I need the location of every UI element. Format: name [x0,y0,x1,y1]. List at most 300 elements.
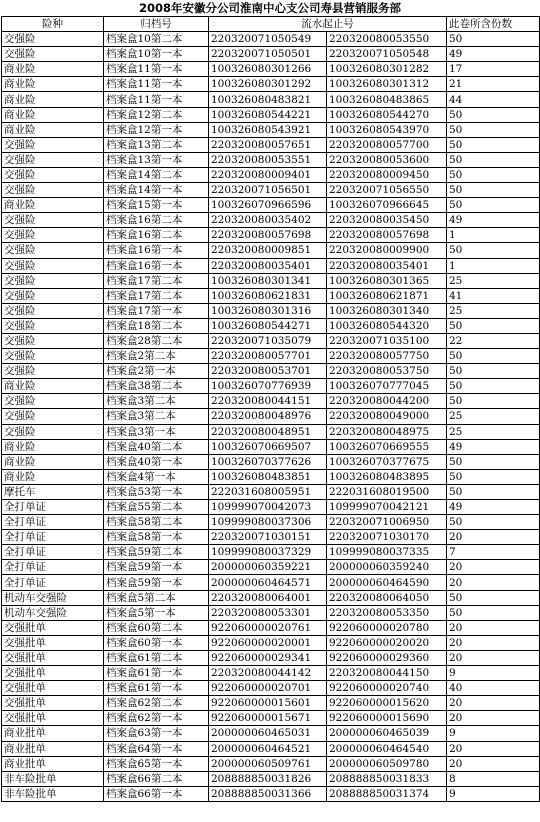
insurance-type-cell: 交强批单 [2,635,104,650]
copy-count-cell: 25 [447,273,540,288]
serial-end-cell: 100326080483895 [327,469,447,484]
serial-start-cell: 220320071030151 [209,530,327,545]
insurance-type-cell: 交强险 [2,32,104,47]
insurance-type-cell: 交强险 [2,213,104,228]
table-row [2,560,540,575]
copy-count-cell: 50 [447,454,540,469]
archive-number-cell: 档案盒3第二本 [104,409,209,424]
serial-end-cell: 922060000015620 [327,696,447,711]
archive-number-cell: 档案盒18第二本 [104,318,209,333]
serial-start-cell: 208888850031826 [209,771,327,786]
archive-number-cell: 档案盒14第二本 [104,167,209,182]
serial-end-cell: 100326080301340 [327,303,447,318]
header-archive-number: 归档号 [104,17,209,32]
serial-start-cell: 220320071050549 [209,32,327,47]
copy-count-cell: 21 [447,77,540,92]
serial-end-cell: 222031608019500 [327,484,447,499]
serial-end-cell: 922060000015690 [327,711,447,726]
insurance-type-cell: 交强批单 [2,650,104,665]
archive-number-cell: 档案盒10第一本 [104,47,209,62]
copy-count-cell: 50 [447,107,540,122]
serial-start-cell: 922060000015601 [209,696,327,711]
serial-end-cell: 220320071050548 [327,47,447,62]
serial-start-cell: 220320080057701 [209,349,327,364]
table-row [2,303,540,318]
table-row [2,545,540,560]
insurance-type-cell: 商业险 [2,107,104,122]
table-row [2,605,540,620]
copy-count-cell: 20 [447,756,540,771]
copy-count-cell: 20 [447,530,540,545]
insurance-type-cell: 非车险批单 [2,786,104,801]
copy-count-cell: 9 [447,666,540,681]
copy-count-cell: 49 [447,439,540,454]
serial-end-cell: 220320080049000 [327,409,447,424]
archive-number-cell: 档案盒61第一本 [104,666,209,681]
archive-number-cell: 档案盒63第一本 [104,726,209,741]
insurance-type-cell: 商业险 [2,198,104,213]
archive-number-cell: 档案盒62第一本 [104,711,209,726]
insurance-type-cell: 商业批单 [2,756,104,771]
serial-end-cell: 220320080048975 [327,424,447,439]
insurance-type-cell: 商业险 [2,439,104,454]
copy-count-cell: 50 [447,484,540,499]
copy-count-cell: 50 [447,137,540,152]
serial-end-cell: 922060000029360 [327,650,447,665]
copy-count-cell: 50 [447,469,540,484]
table-row [2,47,540,62]
serial-end-cell: 220320080053350 [327,605,447,620]
serial-end-cell: 220320080057700 [327,137,447,152]
serial-end-cell: 220320080057698 [327,228,447,243]
archive-number-cell: 档案盒62第二本 [104,696,209,711]
insurance-type-cell: 非车险批单 [2,771,104,786]
copy-count-cell: 44 [447,92,540,107]
archive-number-cell: 档案盒38第二本 [104,379,209,394]
serial-end-cell: 208888850031374 [327,786,447,801]
archive-number-cell: 档案盒14第一本 [104,183,209,198]
insurance-type-cell: 商业批单 [2,741,104,756]
table-row [2,786,540,801]
insurance-type-cell: 交强险 [2,167,104,182]
serial-start-cell: 220320080048951 [209,424,327,439]
insurance-type-cell: 交强险 [2,364,104,379]
insurance-type-cell: 交强险 [2,183,104,198]
insurance-type-cell: 全打单证 [2,500,104,515]
table-row [2,650,540,665]
archive-number-cell: 档案盒55第二本 [104,500,209,515]
archive-number-cell: 档案盒3第二本 [104,394,209,409]
archive-number-cell: 档案盒58第一本 [104,530,209,545]
serial-end-cell: 922060000020020 [327,635,447,650]
serial-end-cell: 220320071006950 [327,515,447,530]
serial-end-cell: 200000060359240 [327,560,447,575]
insurance-type-cell: 交强险 [2,333,104,348]
serial-end-cell: 100326080544320 [327,318,447,333]
serial-start-cell: 100326080483821 [209,92,327,107]
serial-start-cell: 922060000020001 [209,635,327,650]
insurance-type-cell: 商业险 [2,122,104,137]
serial-start-cell: 220320080057651 [209,137,327,152]
copy-count-cell: 22 [447,333,540,348]
insurance-type-cell: 交强险 [2,258,104,273]
insurance-type-cell: 商业险 [2,92,104,107]
archive-number-cell: 档案盒2第一本 [104,364,209,379]
serial-start-cell: 922060000015671 [209,711,327,726]
insurance-type-cell: 交强批单 [2,711,104,726]
archive-number-cell: 档案盒12第一本 [104,122,209,137]
serial-end-cell: 100326080483865 [327,92,447,107]
table-row [2,122,540,137]
insurance-type-cell: 全打单证 [2,560,104,575]
insurance-type-cell: 交强险 [2,228,104,243]
insurance-type-cell: 商业险 [2,454,104,469]
copy-count-cell: 20 [447,620,540,635]
serial-end-cell: 220320080035450 [327,213,447,228]
table-row [2,409,540,424]
table-row [2,183,540,198]
copy-count-cell: 25 [447,424,540,439]
archive-number-cell: 档案盒40第二本 [104,439,209,454]
serial-start-cell: 220320080053551 [209,152,327,167]
archive-number-cell: 档案盒15第一本 [104,198,209,213]
serial-end-cell: 220320080053550 [327,32,447,47]
serial-end-cell: 220320071035100 [327,333,447,348]
serial-start-cell: 220320080009851 [209,243,327,258]
serial-start-cell: 220320080048976 [209,409,327,424]
archive-number-cell: 档案盒4第一本 [104,469,209,484]
archive-number-cell: 档案盒16第一本 [104,258,209,273]
serial-start-cell: 220320080009401 [209,167,327,182]
serial-start-cell: 220320080044142 [209,666,327,681]
serial-start-cell: 100326080544221 [209,107,327,122]
table-row [2,575,540,590]
copy-count-cell: 20 [447,635,540,650]
archive-number-cell: 档案盒11第一本 [104,92,209,107]
serial-start-cell: 200000060509761 [209,756,327,771]
serial-start-cell: 100326080483851 [209,469,327,484]
archive-number-cell: 档案盒12第二本 [104,107,209,122]
insurance-type-cell: 商业险 [2,379,104,394]
archive-number-cell: 档案盒59第一本 [104,560,209,575]
table-row [2,439,540,454]
copy-count-cell: 20 [447,741,540,756]
table-row [2,62,540,77]
serial-start-cell: 220320080053301 [209,605,327,620]
archive-number-cell: 档案盒40第一本 [104,454,209,469]
table-row [2,635,540,650]
insurance-type-cell: 交强险 [2,349,104,364]
table-row [2,500,540,515]
copy-count-cell: 50 [447,379,540,394]
insurance-type-cell: 摩托车 [2,484,104,499]
archive-number-cell: 档案盒59第一本 [104,575,209,590]
table-row [2,273,540,288]
serial-start-cell: 220320080035402 [209,213,327,228]
copy-count-cell: 50 [447,122,540,137]
archive-number-cell: 档案盒61第二本 [104,650,209,665]
table-row [2,333,540,348]
archive-number-cell: 档案盒17第二本 [104,288,209,303]
serial-start-cell: 100326080543921 [209,122,327,137]
insurance-type-cell: 交强险 [2,394,104,409]
serial-start-cell: 220320071050501 [209,47,327,62]
insurance-type-cell: 商业险 [2,62,104,77]
serial-start-cell: 100326080621831 [209,288,327,303]
serial-start-cell: 220320080057698 [209,228,327,243]
table-row [2,137,540,152]
archive-number-cell: 档案盒65第一本 [104,756,209,771]
table-row [2,484,540,499]
serial-start-cell: 200000060359221 [209,560,327,575]
copy-count-cell: 50 [447,198,540,213]
serial-end-cell: 100326070777045 [327,379,447,394]
header-copy-count: 此卷所含份数 [447,17,540,32]
table-row [2,681,540,696]
copy-count-cell: 50 [447,364,540,379]
table-row [2,228,540,243]
archive-number-cell: 档案盒16第二本 [104,213,209,228]
serial-start-cell: 922060000029341 [209,650,327,665]
insurance-type-cell: 全打单证 [2,575,104,590]
serial-end-cell: 220320080053750 [327,364,447,379]
serial-start-cell: 222031608005951 [209,484,327,499]
copy-count-cell: 20 [447,575,540,590]
serial-end-cell: 200000060509780 [327,756,447,771]
table-row [2,77,540,92]
insurance-type-cell: 交强险 [2,243,104,258]
sheet-title: 2008年安徽分公司淮南中心支公司寿县营销服务部 [138,1,401,15]
insurance-type-cell: 交强批单 [2,620,104,635]
serial-end-cell: 220320080044200 [327,394,447,409]
table-row [2,152,540,167]
serial-end-cell: 100326070966645 [327,198,447,213]
serial-end-cell: 220320080009900 [327,243,447,258]
copy-count-cell: 50 [447,152,540,167]
serial-start-cell: 200000060465031 [209,726,327,741]
serial-end-cell: 220320071030170 [327,530,447,545]
serial-start-cell: 100326080301341 [209,273,327,288]
archive-number-cell: 档案盒17第一本 [104,303,209,318]
table-row [2,711,540,726]
serial-end-cell: 220320080064050 [327,590,447,605]
archive-number-cell: 档案盒53第一本 [104,484,209,499]
archive-number-cell: 档案盒13第二本 [104,137,209,152]
table-row [2,741,540,756]
table-row [2,92,540,107]
archive-number-cell: 档案盒58第二本 [104,515,209,530]
table-row [2,243,540,258]
serial-start-cell: 100326080301266 [209,62,327,77]
serial-start-cell: 220320071056501 [209,183,327,198]
copy-count-cell: 50 [447,183,540,198]
insurance-type-cell: 交强险 [2,273,104,288]
serial-start-cell: 100326080301316 [209,303,327,318]
archive-number-cell: 档案盒59第二本 [104,545,209,560]
copy-count-cell: 25 [447,303,540,318]
serial-end-cell: 200000060465039 [327,726,447,741]
insurance-type-cell: 机动车交强险 [2,590,104,605]
serial-end-cell: 100326080621871 [327,288,447,303]
copy-count-cell: 49 [447,500,540,515]
insurance-type-cell: 交强险 [2,303,104,318]
insurance-type-cell: 商业险 [2,77,104,92]
insurance-type-cell: 交强险 [2,288,104,303]
copy-count-cell: 49 [447,213,540,228]
table-row [2,469,540,484]
insurance-type-cell: 交强险 [2,318,104,333]
serial-start-cell: 208888850031366 [209,786,327,801]
archive-number-cell: 档案盒66第一本 [104,786,209,801]
archive-number-cell: 档案盒61第一本 [104,681,209,696]
serial-end-cell: 109999080037335 [327,545,447,560]
copy-count-cell: 20 [447,650,540,665]
serial-end-cell: 200000060464540 [327,741,447,756]
table-row [2,107,540,122]
serial-start-cell: 220320080035401 [209,258,327,273]
table-row [2,198,540,213]
table-row [2,213,540,228]
archive-number-cell: 档案盒11第一本 [104,77,209,92]
copy-count-cell: 50 [447,32,540,47]
table-row [2,288,540,303]
table-row [2,379,540,394]
insurance-type-cell: 交强险 [2,409,104,424]
header-row [2,17,540,32]
archive-number-cell: 档案盒10第二本 [104,32,209,47]
serial-start-cell: 220320080044151 [209,394,327,409]
table-row [2,394,540,409]
serial-start-cell: 220320071035079 [209,333,327,348]
copy-count-cell: 50 [447,515,540,530]
insurance-type-cell: 交强批单 [2,681,104,696]
serial-end-cell: 100326080544270 [327,107,447,122]
table-row [2,167,540,182]
copy-count-cell: 17 [447,62,540,77]
copy-count-cell: 9 [447,786,540,801]
serial-end-cell: 220320071056550 [327,183,447,198]
archive-number-cell: 档案盒60第二本 [104,620,209,635]
serial-end-cell: 100326080301312 [327,77,447,92]
archive-number-cell: 档案盒28第二本 [104,333,209,348]
serial-end-cell: 922060000020740 [327,681,447,696]
serial-end-cell: 100326080301282 [327,62,447,77]
serial-start-cell: 100326080544271 [209,318,327,333]
serial-end-cell: 220320080035401 [327,258,447,273]
copy-count-cell: 20 [447,560,540,575]
serial-start-cell: 109999080037306 [209,515,327,530]
insurance-type-cell: 交强险 [2,424,104,439]
copy-count-cell: 7 [447,545,540,560]
insurance-type-cell: 交强险 [2,47,104,62]
table-row [2,258,540,273]
serial-end-cell: 100326070669555 [327,439,447,454]
copy-count-cell: 50 [447,605,540,620]
copy-count-cell: 50 [447,167,540,182]
serial-end-cell: 109999070042121 [327,500,447,515]
header-insurance-type: 险种 [2,17,104,32]
serial-start-cell: 109999080037329 [209,545,327,560]
table-row [2,530,540,545]
table-row [2,349,540,364]
archive-number-cell: 档案盒2第二本 [104,349,209,364]
serial-start-cell: 100326070966596 [209,198,327,213]
table-row [2,318,540,333]
copy-count-cell: 50 [447,349,540,364]
serial-start-cell: 200000060464521 [209,741,327,756]
copy-count-cell: 50 [447,243,540,258]
table-row [2,590,540,605]
serial-end-cell: 220320080009450 [327,167,447,182]
insurance-type-cell: 全打单证 [2,530,104,545]
serial-start-cell: 100326080301292 [209,77,327,92]
serial-start-cell: 100326070776939 [209,379,327,394]
copy-count-cell: 50 [447,394,540,409]
archive-number-cell: 档案盒64第一本 [104,741,209,756]
archive-table [1,16,540,802]
copy-count-cell: 50 [447,590,540,605]
table-row [2,620,540,635]
serial-start-cell: 220320080064001 [209,590,327,605]
table-row [2,515,540,530]
serial-end-cell: 220320080053600 [327,152,447,167]
copy-count-cell: 9 [447,726,540,741]
copy-count-cell: 1 [447,228,540,243]
archive-number-cell: 档案盒16第一本 [104,243,209,258]
copy-count-cell: 25 [447,409,540,424]
table-row [2,666,540,681]
serial-end-cell: 100326070377675 [327,454,447,469]
serial-end-cell: 100326080301365 [327,273,447,288]
archive-number-cell: 档案盒17第二本 [104,273,209,288]
serial-start-cell: 220320080053701 [209,364,327,379]
serial-start-cell: 109999070042073 [209,500,327,515]
table-row [2,364,540,379]
table-row [2,756,540,771]
serial-end-cell: 200000060464590 [327,575,447,590]
table-row [2,424,540,439]
table-row [2,454,540,469]
serial-end-cell: 208888850031833 [327,771,447,786]
serial-start-cell: 100326070377626 [209,454,327,469]
copy-count-cell: 50 [447,318,540,333]
insurance-type-cell: 全打单证 [2,515,104,530]
copy-count-cell: 40 [447,681,540,696]
archive-number-cell: 档案盒5第二本 [104,590,209,605]
serial-start-cell: 922060000020701 [209,681,327,696]
serial-start-cell: 100326070669507 [209,439,327,454]
header-serial-range: 流水起止号 [209,17,447,32]
archive-number-cell: 档案盒66第二本 [104,771,209,786]
copy-count-cell: 8 [447,771,540,786]
serial-end-cell: 100326080543970 [327,122,447,137]
archive-number-cell: 档案盒3第一本 [104,424,209,439]
copy-count-cell: 20 [447,711,540,726]
archive-number-cell: 档案盒60第一本 [104,635,209,650]
copy-count-cell: 20 [447,696,540,711]
insurance-type-cell: 交强险 [2,137,104,152]
table-row [2,726,540,741]
copy-count-cell: 49 [447,47,540,62]
table-row [2,696,540,711]
copy-count-cell: 41 [447,288,540,303]
insurance-type-cell: 商业批单 [2,726,104,741]
archive-number-cell: 档案盒16第二本 [104,228,209,243]
insurance-type-cell: 交强批单 [2,666,104,681]
copy-count-cell: 1 [447,258,540,273]
insurance-type-cell: 交强批单 [2,696,104,711]
insurance-type-cell: 交强险 [2,152,104,167]
